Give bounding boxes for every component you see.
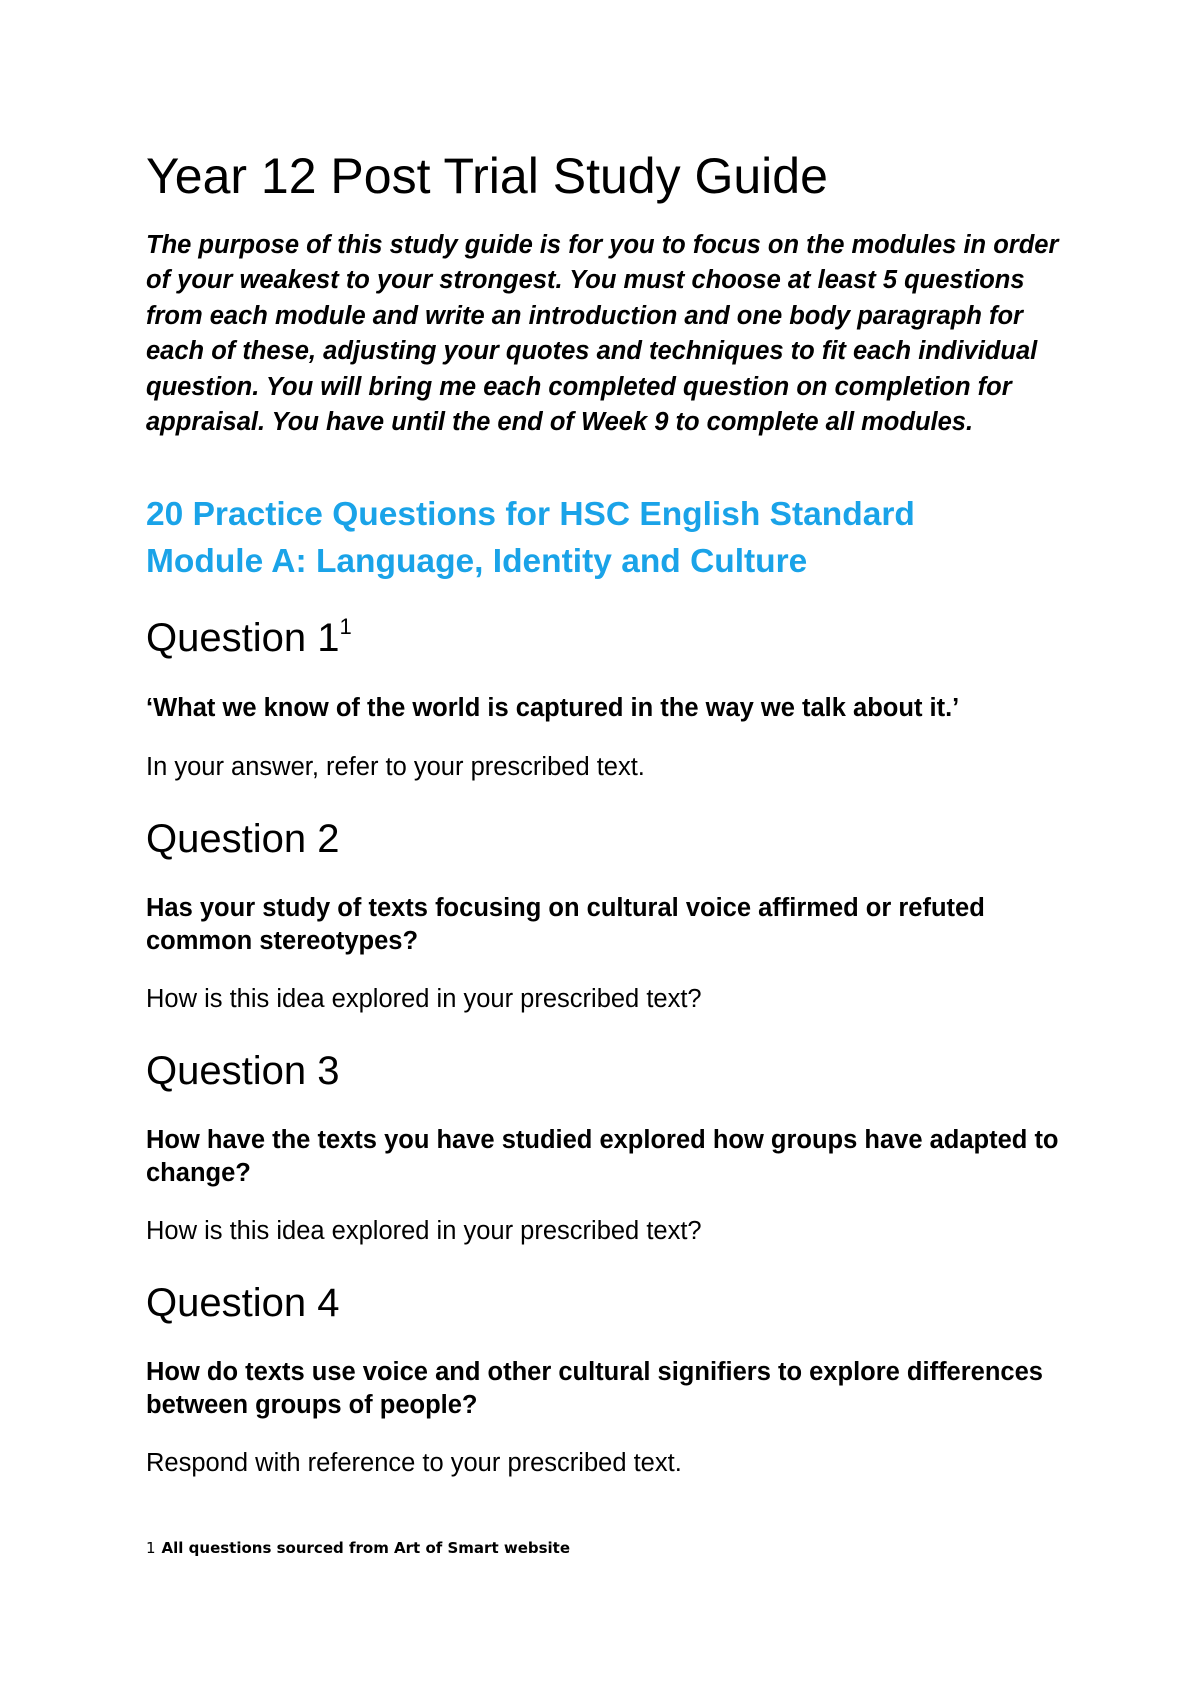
footnote-text: All questions sourced from Art of Smart website <box>161 1539 571 1557</box>
question-3-instruction: How is this idea explored in your prescribed text? <box>146 1217 702 1245</box>
question-2-heading: Question 2 <box>146 817 340 861</box>
intro-paragraph: The purpose of this study guide is for you to focus on the modules in order of your weakest to your strongest. You must choose at least 5 questions from each module and write an introduction and one body paragraph for each of these, adjusting your quotes and techniques to fit each individual question. You will bring me each completed question on completion for appraisal. You have until the end of Week 9 to complete all modules. <box>146 231 1059 437</box>
module-heading <box>146 491 1046 585</box>
question-3-heading: Question 3 <box>146 1049 340 1093</box>
module-heading-line-2: Module A: Language, Identity and Culture <box>146 543 808 580</box>
question-heading-text: Question 1 <box>146 616 340 660</box>
footnote <box>146 1536 570 1560</box>
module-heading-line-1: 20 Practice Questions for HSC English Standard <box>146 496 915 533</box>
document-title: Year 12 Post Trial Study Guide <box>146 148 828 204</box>
question-1-instruction: In your answer, refer to your prescribed text. <box>146 753 645 781</box>
question-1-heading <box>146 613 352 663</box>
footnote-number: 1 <box>146 1539 156 1557</box>
question-3-prompt: How have the texts you have studied explored how groups have adapted to change? <box>146 1126 1059 1187</box>
question-4-prompt: How do texts use voice and other cultural signifiers to explore differences between groups of people? <box>146 1358 1043 1419</box>
footnote-reference: 1 <box>339 613 352 639</box>
question-4-heading: Question 4 <box>146 1281 340 1325</box>
question-1-prompt: ‘What we know of the world is captured in the way we talk about it.’ <box>146 694 960 722</box>
question-2-prompt: Has your study of texts focusing on cultural voice affirmed or refuted common stereotypes? <box>146 894 985 955</box>
question-2-instruction: How is this idea explored in your prescribed text? <box>146 985 702 1013</box>
question-4-instruction: Respond with reference to your prescribed text. <box>146 1449 682 1477</box>
